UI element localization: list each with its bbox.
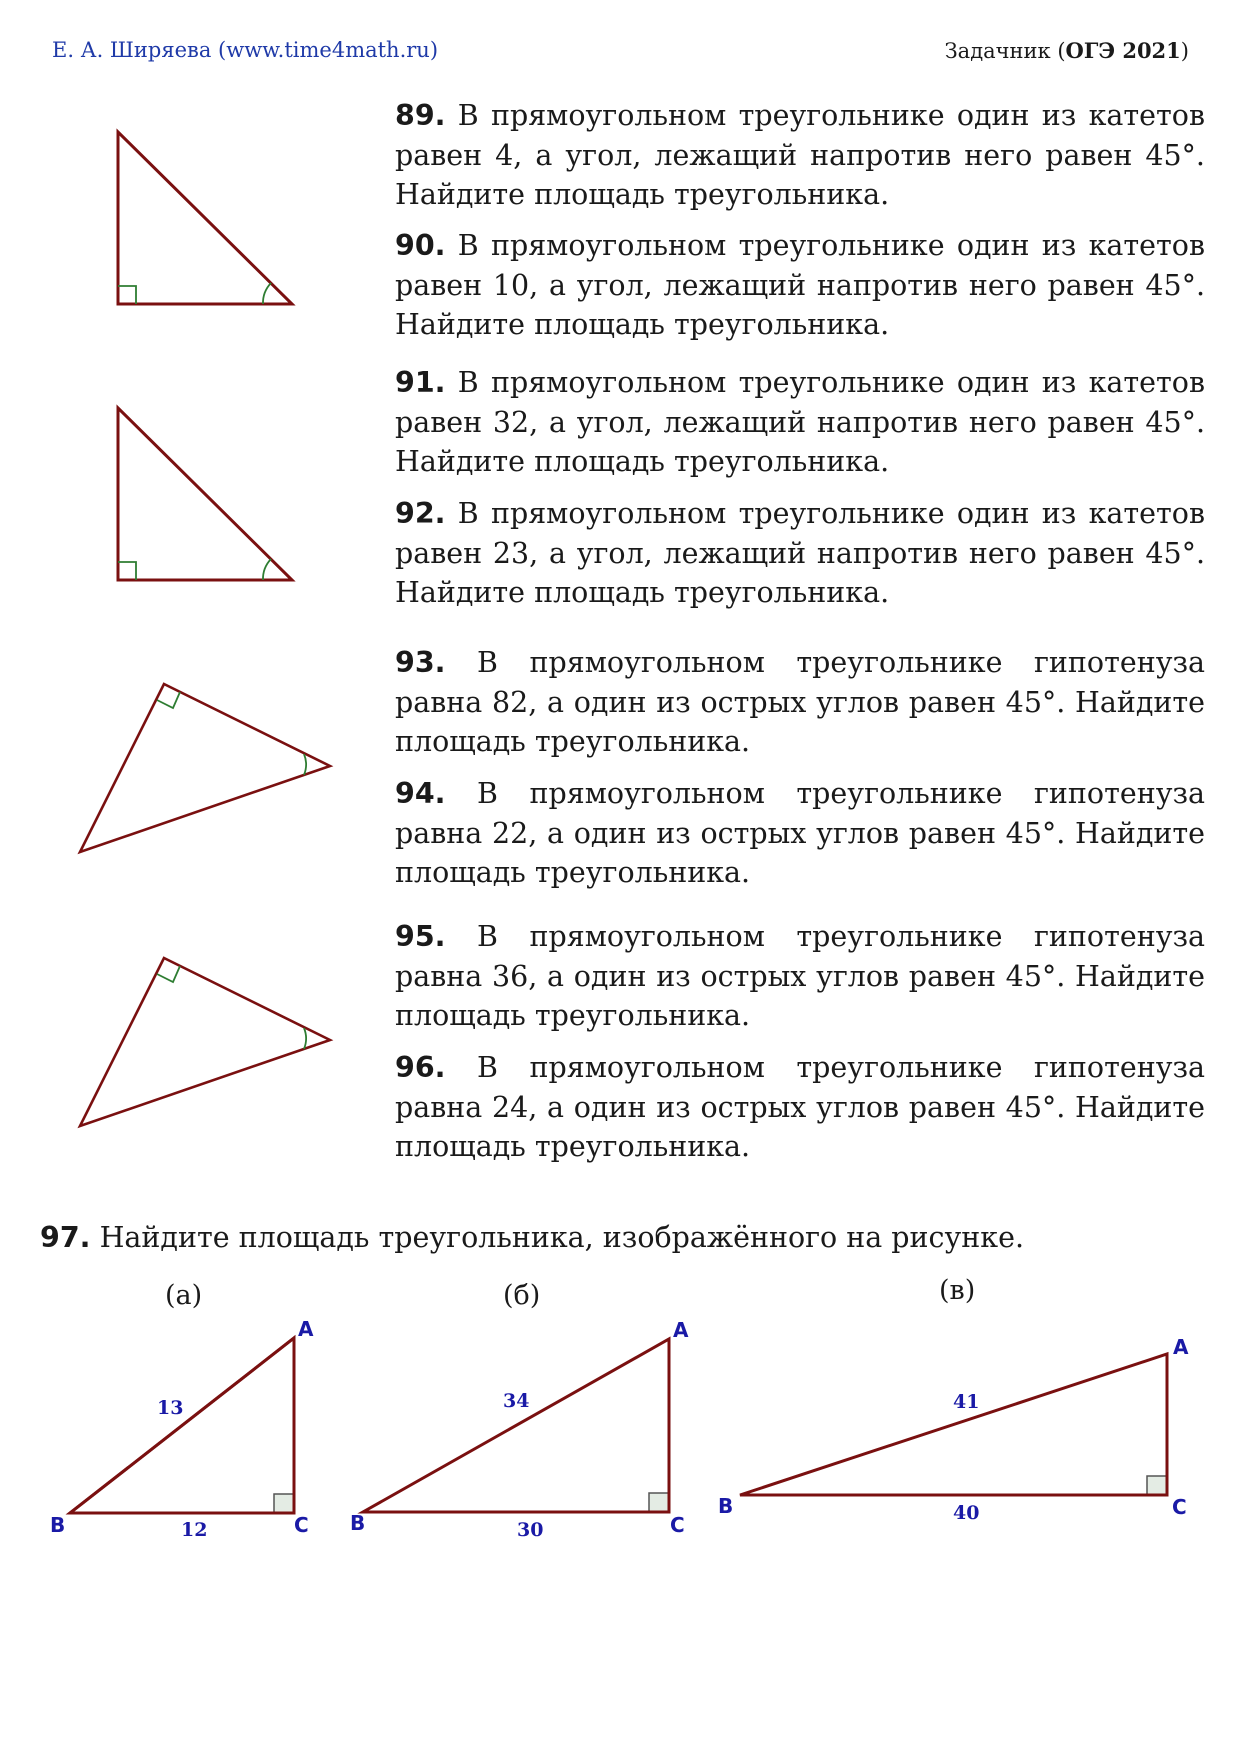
problem-number: 93. — [395, 646, 446, 679]
problem-text: В прямоугольном треугольнике гипотенуза равна 36, а один из острых углов равен 45°. Найдите площадь треугольника. — [395, 920, 1205, 1032]
header-author: Е. А. Ширяева (www.time4math.ru) — [52, 38, 439, 62]
triangle-shape — [363, 1339, 669, 1512]
vertex-b-label: B — [50, 1513, 66, 1537]
leg-label: 12 — [181, 1519, 208, 1541]
problem-number: 96. — [395, 1051, 446, 1084]
header-prefix: Задачник ( — [944, 39, 1066, 63]
vertex-a-label: A — [298, 1317, 314, 1341]
problem-text: В прямоугольном треугольнике гипотенуза равна 22, а один из острых углов равен 45°. Найдите площадь треугольника. — [395, 777, 1205, 889]
problem-text: В прямоугольном треугольнике один из катетов равен 23, а угол, лежащий напротив него равен 45°. Найдите площадь треугольника. — [395, 497, 1206, 609]
vertex-a-label: A — [673, 1318, 689, 1342]
problem-number: 94. — [395, 777, 446, 810]
problem-number: 92. — [395, 497, 446, 530]
problem-number: 89. — [395, 99, 446, 132]
hypotenuse-label: 41 — [953, 1391, 980, 1413]
problem-text: Найдите площадь треугольника, изображённого на рисунке. — [99, 1221, 1025, 1254]
problem-text: В прямоугольном треугольнике один из катетов равен 4, а угол, лежащий напротив него равен 45°. Найдите площадь треугольника. — [395, 99, 1206, 211]
problem-text: В прямоугольном треугольнике один из катетов равен 10, а угол, лежащий напротив него равен 45°. Найдите площадь треугольника. — [395, 229, 1206, 341]
problem-text: В прямоугольном треугольнике гипотенуза равна 82, а один из острых углов равен 45°. Найдите площадь треугольника. — [395, 646, 1205, 758]
hypotenuse-label: 34 — [503, 1390, 530, 1412]
triangle-shape — [740, 1354, 1167, 1495]
right-angle-mark — [649, 1493, 669, 1512]
vertex-c-label: C — [294, 1513, 309, 1537]
header-exam: ОГЭ 2021 — [1065, 38, 1181, 63]
problem-number: 95. — [395, 920, 446, 953]
vertex-b-label: B — [350, 1511, 366, 1535]
figure-b-triangle — [350, 1318, 689, 1541]
header-suffix: ) — [1180, 39, 1189, 63]
triangle-outline — [70, 1338, 294, 1513]
problem-text: В прямоугольном треугольнике один из катетов равен 32, а угол, лежащий напротив него равен 45°. Найдите площадь треугольника. — [395, 366, 1206, 478]
figure-v-triangle — [718, 1335, 1189, 1524]
figure-caption-b: (б) — [503, 1280, 541, 1311]
figure-a-triangle — [50, 1317, 314, 1541]
vertex-c-label: C — [670, 1513, 685, 1537]
problem-number: 91. — [395, 366, 446, 399]
figure-caption-a: (а) — [165, 1280, 203, 1311]
right-angle-mark — [1147, 1476, 1167, 1495]
hypotenuse-label: 13 — [157, 1397, 184, 1419]
problem-text: В прямоугольном треугольнике гипотенуза равна 24, а один из острых углов равен 45°. Найдите площадь треугольника. — [395, 1051, 1205, 1163]
vertex-a-label: A — [1173, 1335, 1189, 1359]
problem-number: 90. — [395, 229, 446, 262]
vertex-b-label: B — [718, 1494, 734, 1518]
problem-number: 97. — [40, 1221, 91, 1254]
vertex-c-label: C — [1172, 1495, 1187, 1519]
figure-caption-v: (в) — [939, 1275, 976, 1306]
leg-label: 40 — [953, 1502, 980, 1524]
right-angle-mark — [274, 1494, 294, 1513]
leg-label: 30 — [517, 1519, 544, 1541]
